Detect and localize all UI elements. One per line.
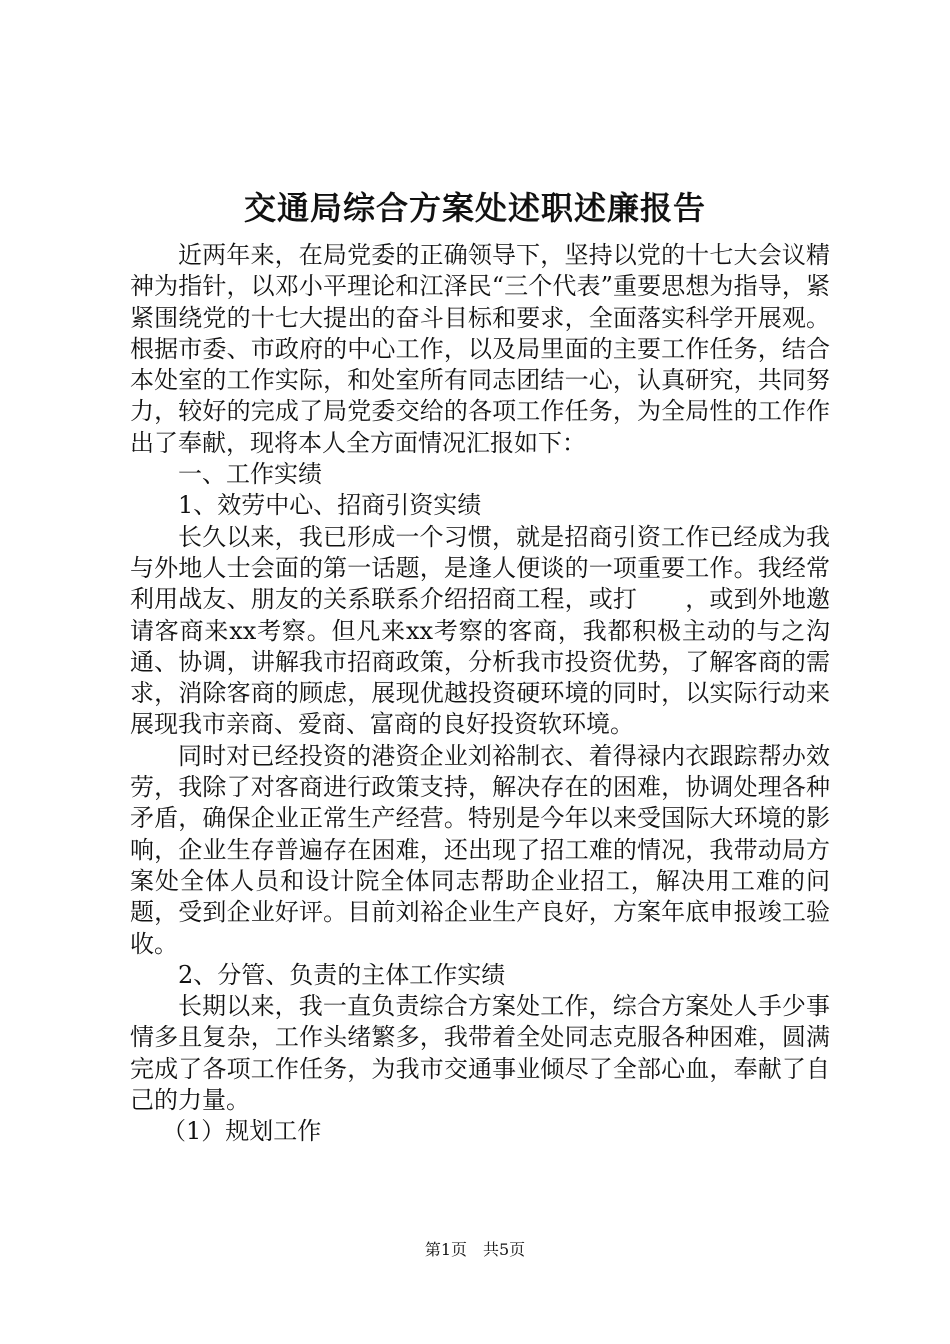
item-heading-planning: （1）规划工作 [162,1117,322,1146]
section-heading-work-results: 一、工作实绩 [178,460,322,489]
paragraph-intro: 近两年来，在局党委的正确领导下，坚持以党的十七大会议精神为指针，以邓小平理论和江泽民“三个代表”重要思想为指导，紧紧围绕党的十七大提出的奋斗目标和要求，全面落实科学开展观。根据市委、市政府的中心工作，以及局里面的主要工作任务，结合本处室的工作实际，和处室所有同志团结一心，认真研究，共同努力，较好的完成了局党委交给的各项工作任务，为全局性的工作作出了奉献，现将本人全方面情况汇报如下： [130,241,830,457]
subsection-heading-main-work: 2、分管、负责的主体工作实绩 [178,960,506,989]
document-body [130,240,830,1148]
paragraph-enterprise-support: 同时对已经投资的港资企业刘裕制衣、着得禄内衣跟踪帮办效劳，我除了对客商进行政策支持，解决存在的困难，协调处理各种矛盾，确保企业正常生产经营。特别是今年以来受国际大环境的影响，企业生存普遍存在困难，还出现了招工难的情况，我带动局方案处全体人员和设计院全体同志帮助企业招工，解决用工难的问题，受到企业好评。目前刘裕企业生产良好，方案年底申报竣工验收。 [130,741,830,958]
page-footer: 第1页 共5页 [424,1240,526,1259]
subsection-heading-investment: 1、效劳中心、招商引资实绩 [178,491,482,520]
paragraph-main-work: 长期以来，我一直负责综合方案处工作，综合方案处人手少事情多且复杂，工作头绪繁多，我带着全处同志克服各种困难，圆满完成了各项工作任务，为我市交通事业倾尽了全部心血，奉献了自己的力量。 [130,992,830,1115]
document-title: 交通局综合方案处述职述廉报告 [243,189,706,227]
paragraph-investment-habit: 长久以来，我已形成一个习惯，就是招商引资工作已经成为我与外地人士会面的第一话题，是逢人便谈的一项重要工作。我经常利用战友、朋友的关系联系介绍招商工程，或打 ，或到外地邀请客商来xx考察。但凡来xx考察的客商，我都积极主动的与之沟通、协调，讲解我市招商政策，分析我市投资优势，了解客商的需求，消除客商的顾虑，展现优越投资硬环境的同时，以实际行动来展现我市亲商、爱商、富商的良好投资软环境。 [130,522,830,739]
